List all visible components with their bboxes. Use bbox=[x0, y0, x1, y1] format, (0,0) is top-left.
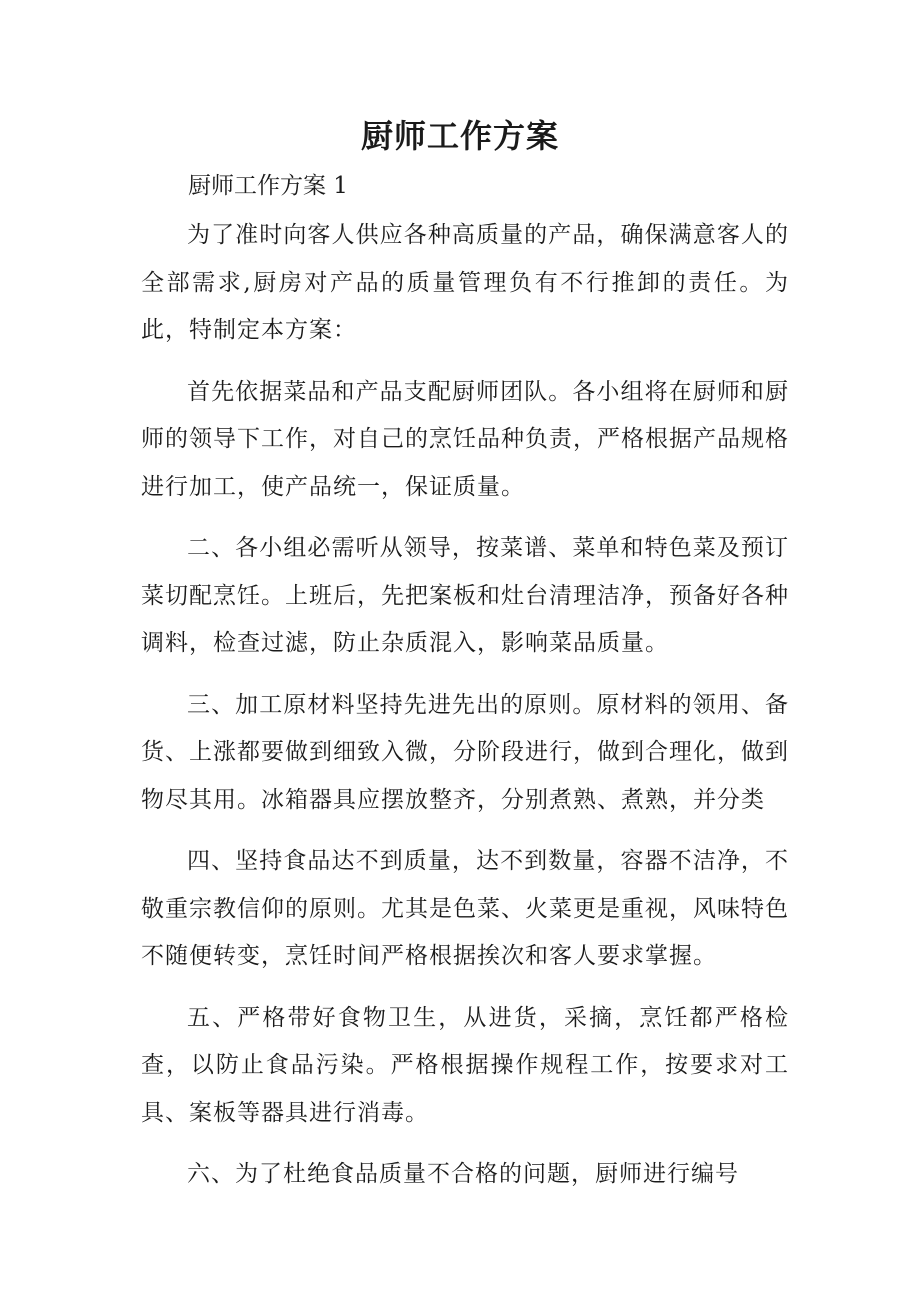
document-subtitle: 厨师工作方案 1 bbox=[188, 173, 348, 199]
document-title: 厨师工作方案 bbox=[360, 117, 559, 155]
document-body bbox=[141, 212, 789, 1213]
paragraph-3: 三、加工原材料坚持先进先出的原则。原材料的领用、备货、上涨都要做到细致入微，分阶段进行，做到合理化，做到物尽其用。冰箱器具应摆放整齐，分别煮熟、煮熟，并分类 bbox=[141, 691, 789, 813]
paragraph-4: 四、坚持食品达不到质量，达不到数量，容器不洁净，不敬重宗教信仰的原则。尤其是色菜、火菜更是重视，风味特色不随便转变，烹饪时间严格根据挨次和客人要求掌握。 bbox=[141, 848, 789, 969]
paragraph-2: 二、各小组必需听从领导，按菜谱、菜单和特色菜及预订菜切配烹饪。上班后，先把案板和灶台清理洁净，预备好各种调料，检查过滤，防止杂质混入，影响菜品质量。 bbox=[141, 535, 789, 656]
paragraph-5: 五、严格带好食物卫生，从进货，采摘，烹饪都严格检查，以防止食品污染。严格根据操作规程工作，按要求对工具、案板等器具进行消毒。 bbox=[141, 1004, 789, 1126]
paragraph-1: 首先依据菜品和产品支配厨师团队。各小组将在厨师和厨师的领导下工作，对自己的烹饪品种负责，严格根据产品规格进行加工，使产品统一，保证质量。 bbox=[141, 378, 789, 500]
paragraph-6: 六、为了杜绝食品质量不合格的问题，厨师进行编号 bbox=[187, 1161, 739, 1187]
paragraph-intro: 为了准时向客人供应各种高质量的产品，确保满意客人的全部需求,厨房对产品的质量管理负有不行推卸的责任。为此，特制定本方案： bbox=[141, 222, 789, 343]
